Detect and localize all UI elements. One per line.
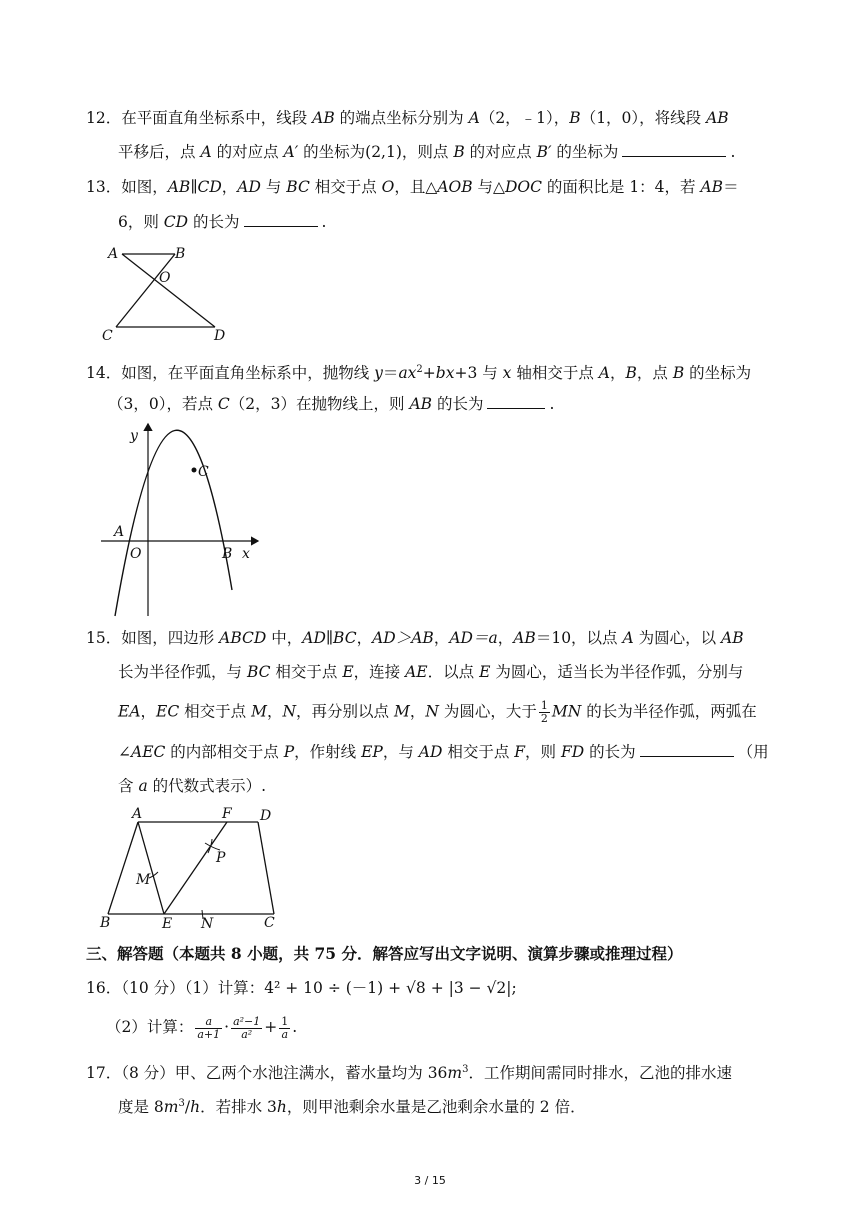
fig14-label-B: B <box>222 546 233 562</box>
fig15-label-N: N <box>201 916 214 932</box>
section-3-title: 三、解答题（本题共 8 小题，共 75 分．解答应写出文字说明、演算步骤或推理过程） <box>86 944 683 963</box>
q15-line4: ∠AEC 的内部相交于点 P，作射线 EP，与 AD 相交于点 F，则 FD 的长为 （用 <box>118 743 769 761</box>
q16-line2: （2）计算： $\frac{a}{a+1}$ · $\frac{\text{a²−1}}{\text{a²}}$ + $\frac{1}{a}$ . <box>106 1014 298 1041</box>
fig15-label-C: C <box>264 915 275 931</box>
answer-blank-12[interactable] <box>622 142 726 157</box>
fig15-label-E: E <box>162 916 173 932</box>
q15-line5: 含 a 的代数式表示）. <box>118 777 267 795</box>
fig15-label-M: M <box>136 872 151 888</box>
fig15-label-D: D <box>260 808 272 824</box>
fig15-label-P: P <box>216 850 226 866</box>
q12-line2: 平移后，点 A 的对应点 A′ 的坐标为(2,1)，则点 B 的对应点 B′ 的坐标为 . <box>118 143 736 161</box>
answer-blank-13[interactable] <box>244 212 318 227</box>
fig14-label-A: A <box>114 524 125 540</box>
q14-line1: 14．如图，在平面直角坐标系中，抛物线 $y=ax^2+bx+3$ 与 x 轴相交于点 A，B，点 B 的坐标为 <box>86 364 752 383</box>
fig13-label-B: B <box>175 246 186 262</box>
q17-line2: 度是 $8m^3/h$．若排水 3h，则甲池剩余水量是乙池剩余水量的 2 倍． <box>118 1098 586 1117</box>
fig13-label-C: C <box>102 328 113 344</box>
q17-line1: 17．（8 分）甲、乙两个水池注满水，蓄水量均为 $36m^3$．工作期间需同时排水，乙池的排水速 <box>86 1064 733 1083</box>
fig14-label-O: O <box>130 546 142 562</box>
fig14-label-y: y <box>130 428 138 444</box>
q12-line1: 12．在平面直角坐标系中，线段 AB 的端点坐标分别为 A（2，﹣1），B（1，0），将线段 AB <box>86 109 729 127</box>
q14-line2: （3，0），若点 C（2，3）在抛物线上，则 AB 的长为 . <box>108 395 555 413</box>
fig15-label-F: F <box>222 806 232 822</box>
fig14-label-x: x <box>242 546 250 562</box>
answer-blank-15[interactable] <box>640 742 734 757</box>
fig13-label-O: O <box>159 270 171 286</box>
fig13-label-A: A <box>108 246 119 262</box>
fig14-label-C: C <box>198 464 209 480</box>
figure-14 <box>98 418 268 620</box>
q16-line1: 16．（10 分）（1）计算：4² + 10 ÷ (－1) + √8 + |3 − √2|; <box>86 979 517 997</box>
q13-line1: 13．如图，AB∥CD，AD 与 BC 相交于点 O，且△AOB 与△DOC 的面积比是 1：4，若 AB＝ <box>86 178 739 196</box>
figure-15 <box>96 806 286 932</box>
page-number: 3 / 15 <box>414 1174 446 1187</box>
fraction-half: $\frac{1}{2}$ <box>540 699 548 725</box>
figure-13 <box>100 240 240 344</box>
fig15-label-A: A <box>132 806 143 822</box>
answer-blank-14[interactable] <box>487 394 545 409</box>
fig13-label-D: D <box>214 328 226 344</box>
q13-line2: 6，则 CD 的长为 . <box>118 213 327 231</box>
q15-line1: 15．如图，四边形 ABCD 中，AD∥BC，AD＞AB，AD＝a，AB＝10，以点 A 为圆心，以 AB <box>86 629 744 647</box>
q15-line3: EA，EC 相交于点 M，N，再分别以点 M，N 为圆心，大于 $\frac{1}{2}$ MN 的长为半径作弧，两弧在 <box>118 699 757 725</box>
q15-line2: 长为半径作弧，与 BC 相交于点 E，连接 AE．以点 E 为圆心，适当长为半径作弧，分别与 <box>118 663 744 681</box>
fig15-label-B: B <box>100 915 111 931</box>
